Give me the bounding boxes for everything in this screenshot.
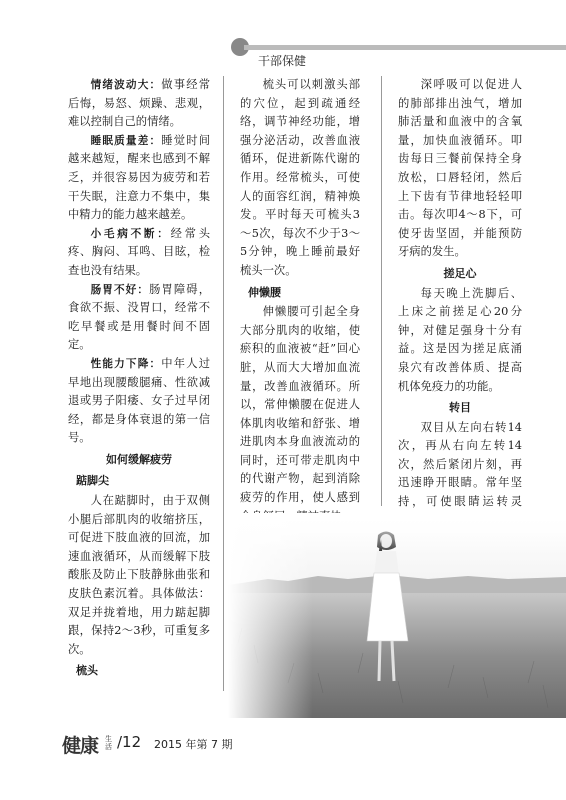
column-2 [240, 76, 360, 549]
paragraph-text: 肠胃障碍，食欲不振、没胃口，经常不吃早餐或是用餐时间不固定。 [68, 282, 210, 352]
bold-term: 睡眠质量差： [90, 134, 162, 147]
paragraph [68, 355, 210, 448]
subheading-eye-rotation: 转目 [449, 401, 471, 415]
column-3 [398, 76, 522, 549]
subheading-comb-hair: 梳头 [76, 664, 98, 678]
field-photo-illustration [228, 513, 566, 718]
paragraph [68, 281, 210, 355]
column-divider-1 [223, 76, 224, 691]
section-heading: 如何缓解疲劳 [106, 452, 172, 466]
page-footer [62, 731, 322, 761]
header-rule [244, 45, 566, 50]
column-divider-2 [381, 76, 382, 506]
page-number: /12 [117, 733, 142, 751]
paragraph-text: 经常头疼、胸闷、耳鸣、目眩，检查也没有结果。 [68, 226, 210, 277]
paragraph [68, 225, 210, 281]
paragraph-text: 伸懒腰可引起全身大部分肌肉的收缩，使瘀积的血液被“赶”回心脏，从而大大增加血流量，改善血液循环。所以，常伸懒腰在促进人体肌肉收缩和舒张、增进肌肉本身血液流动的同时，还可带走肌肉中的代谢产物，起到消除疲劳的作用，使人感到 [240, 305, 360, 505]
paragraph-text: 做事经常后悔，易怒、烦躁、悲观，难以控制自己的情绪。 [68, 78, 210, 129]
column-1 [68, 76, 210, 682]
paragraph-text: 中年人过早地出现腰酸腿痛、性欲减退或男子阳痿、女子过早闭经，都是身体衰退的第一信号。 [68, 356, 210, 445]
subheading-tiptoe: 踮脚尖 [76, 474, 109, 488]
bold-term: 肠胃不好： [90, 283, 150, 296]
magazine-logo: 健康 [62, 735, 99, 757]
paragraph [68, 76, 210, 132]
field-photo [228, 513, 566, 718]
bold-term: 性能力下降： [90, 357, 162, 370]
magazine-logo-subtitle: 生活 [105, 735, 112, 751]
page-header [0, 0, 566, 70]
paragraph-text: 双目从左向右转14次，再从右向左转14次，然后紧闭片刻，再迅速睁开眼睛。常年坚持，可使眼睛运转灵 [398, 420, 522, 509]
issue-label: 2015 年第 7 期 [154, 738, 233, 751]
paragraph [68, 132, 210, 225]
paragraph-text: 深呼吸可以促进人的肺部排出浊气，增加肺活量和血液中的含氧量，加快血液循环。叩齿每日三餐前保持全身放松，口唇轻闭，然后上下齿有节律地轻轻叩击。每次叩4～8下，可使牙齿坚固，并能预防牙病的发生。 [398, 78, 522, 259]
section-label: 干部保健 [258, 54, 307, 68]
bold-term: 小毛病不断： [90, 227, 171, 240]
subheading-stretch: 伸懒腰 [248, 285, 281, 299]
subheading-rub-sole: 搓足心 [443, 266, 477, 280]
paragraph-text: 每天晚上洗脚后、上床之前搓足心20分钟，对健足强身十分有益。这是因为搓足底涌泉穴有改善体质、提高机体免疫力的功能。 [398, 286, 522, 393]
paragraph-text: 睡觉时间越来越短，醒来也感到不解乏，并很容易因为疲劳和若干失眠，注意力不集中，集中精力的能力越来越差。 [68, 133, 210, 222]
bold-term: 情绪波动大： [90, 79, 162, 91]
paragraph-text: 梳头可以刺激头部的穴位，起到疏通经络，调节神经功能，增强分泌活动，改善血液循环，促进新陈代谢的作用。经常梳头，可使人的面容红润，精神焕发。平时每天可梳头3～5次，每次不少于3～5分钟，晚上睡前最好梳头一次。 [240, 78, 360, 277]
paragraph-text: 人在踮脚时，由于双侧小腿后部肌肉的收缩挤压，可促进下肢血液的回流，加速血液循环，从而缓解下肢酸胀及防止下肢静脉曲张和皮肤色素沉着。具体做法：双足并拢着地，用力踮起脚跟，保持2～3秒，可重复多次。 [68, 494, 210, 656]
